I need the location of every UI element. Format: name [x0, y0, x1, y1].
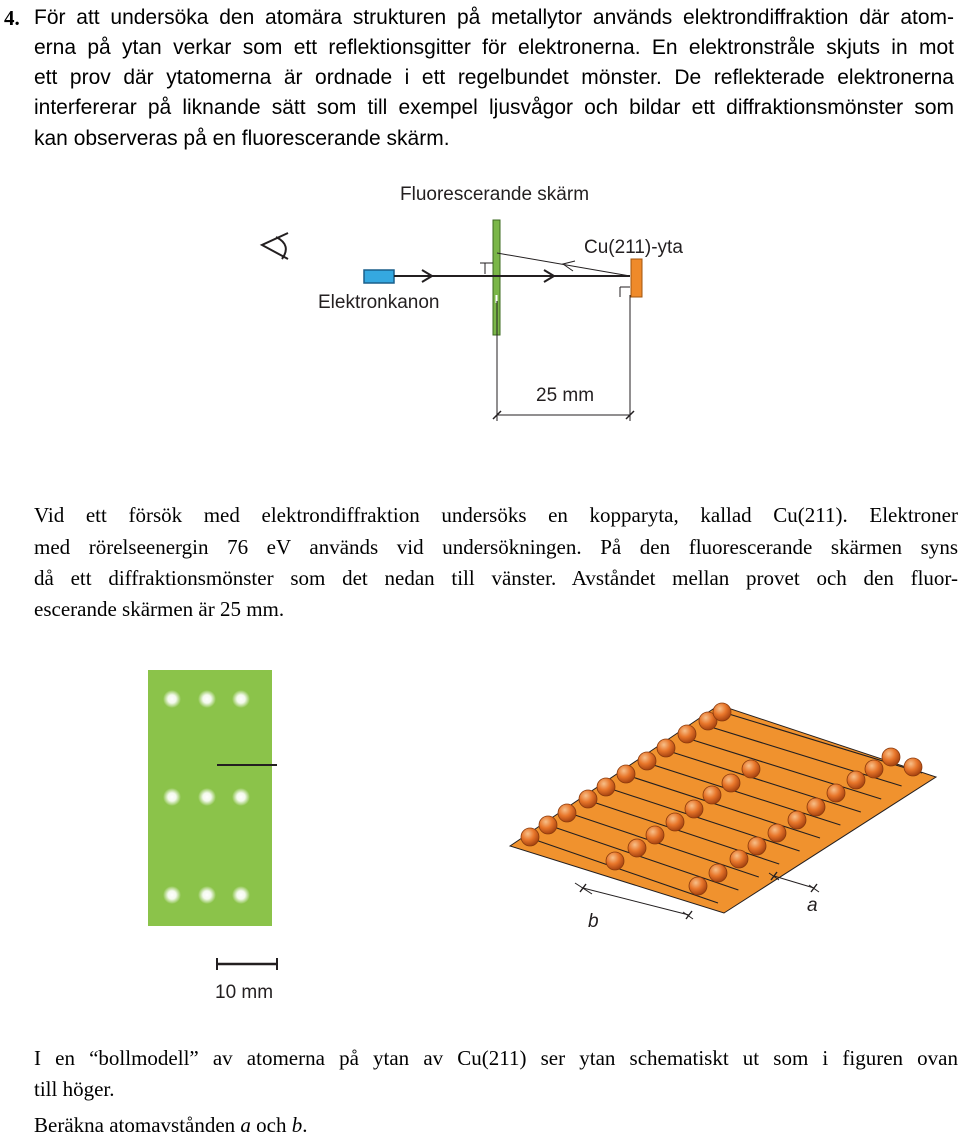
copper-atom [730, 850, 748, 868]
diffraction-spot [232, 788, 250, 806]
intro-line: kan observeras på en fluorescerande skärm. [34, 127, 450, 150]
copper-atom [748, 837, 766, 855]
copper-atom [827, 784, 845, 802]
middle-line: Vid ett försök med elektrondiffraktion undersöks en kopparyta, kallad Cu(211). Elektroner [34, 503, 958, 527]
distance-label: 25 mm [536, 385, 595, 406]
question-suffix: . [302, 1113, 308, 1137]
copper-atom [768, 824, 786, 842]
diffraction-spot [232, 690, 250, 708]
copper-atom [722, 774, 740, 792]
diffraction-spot [163, 690, 181, 708]
copper-atom [904, 758, 922, 776]
copper-atom [646, 826, 664, 844]
copper-atom [847, 771, 865, 789]
diffraction-spot [163, 886, 181, 904]
copper-atom [685, 800, 703, 818]
copper-atom [703, 786, 721, 804]
intro-line: interfererar på liknande sätt som till exempel ljusvågor och bildar ett diffraktionsmönster som [34, 96, 954, 119]
intro-line: erna på ytan verkar som ett reflektionsgitter för elektronerna. En elektronstråle skjuts in mot [34, 36, 954, 59]
diffraction-pattern-figure [140, 665, 320, 1005]
middle-line: då ett diffraktionsmönster som det nedan till vänster. Avståndet mellan provet och den fluor- [34, 566, 958, 590]
diffraction-spot [198, 886, 216, 904]
question-middle: och [250, 1113, 292, 1137]
copper-atom [709, 864, 727, 882]
copper-atom [638, 752, 656, 770]
copper-atom [713, 703, 731, 721]
ball-model-figure [500, 705, 960, 985]
question-var-a: a [240, 1113, 251, 1137]
question-prefix: Beräkna atomavstånden [34, 1113, 241, 1137]
copper-atom [539, 816, 557, 834]
eye-icon [262, 233, 288, 259]
electron-gun [364, 270, 394, 283]
intro-line: ett prov där ytatomerna är ordnade i ett regelbundet mönster. De reflekterade elektronerna [34, 66, 954, 89]
copper-atom [689, 877, 707, 895]
question-line [34, 1110, 308, 1140]
surface-label: Cu(211)-yta [584, 237, 683, 258]
diffraction-spot [163, 788, 181, 806]
gun-label: Elektronkanon [318, 292, 440, 313]
question-var-b: b [291, 1113, 303, 1137]
closing-line: I en “bollmodell” av atomerna på ytan av Cu(211) ser ytan schematiskt ut som i figuren ovan [34, 1046, 958, 1070]
copper-atom [628, 839, 646, 857]
label-b: b [588, 911, 599, 932]
intro-line: För att undersöka den atomära strukturen på metallytor används elektrondiffraktion där atom- [34, 6, 954, 29]
copper-atom [657, 739, 675, 757]
scale-label: 10 mm [215, 982, 274, 1003]
setup-figure [0, 175, 960, 435]
diffraction-spot [198, 690, 216, 708]
copper-atom [865, 760, 883, 778]
closing-line: till höger. [34, 1077, 115, 1101]
cu-sample [631, 259, 642, 297]
copper-atom [521, 828, 539, 846]
copper-atom [558, 804, 576, 822]
copper-atom [788, 811, 806, 829]
problem-number: 4. [4, 6, 20, 30]
middle-line: escerande skärmen är 25 mm. [34, 597, 285, 621]
copper-atom [678, 725, 696, 743]
copper-atom [807, 798, 825, 816]
copper-atom [579, 790, 597, 808]
copper-atom [597, 778, 615, 796]
screen-label: Fluorescerande skärm [400, 184, 590, 205]
label-a: a [807, 895, 818, 916]
copper-atom [617, 765, 635, 783]
diffraction-spot [198, 788, 216, 806]
diffraction-spot [232, 886, 250, 904]
middle-line: med rörelseenergin 76 eV används vid undersökningen. På den fluorescerande skärmen syns [34, 535, 958, 559]
copper-atom [882, 748, 900, 766]
copper-atom [606, 852, 624, 870]
copper-atom [742, 760, 760, 778]
copper-atom [666, 813, 684, 831]
